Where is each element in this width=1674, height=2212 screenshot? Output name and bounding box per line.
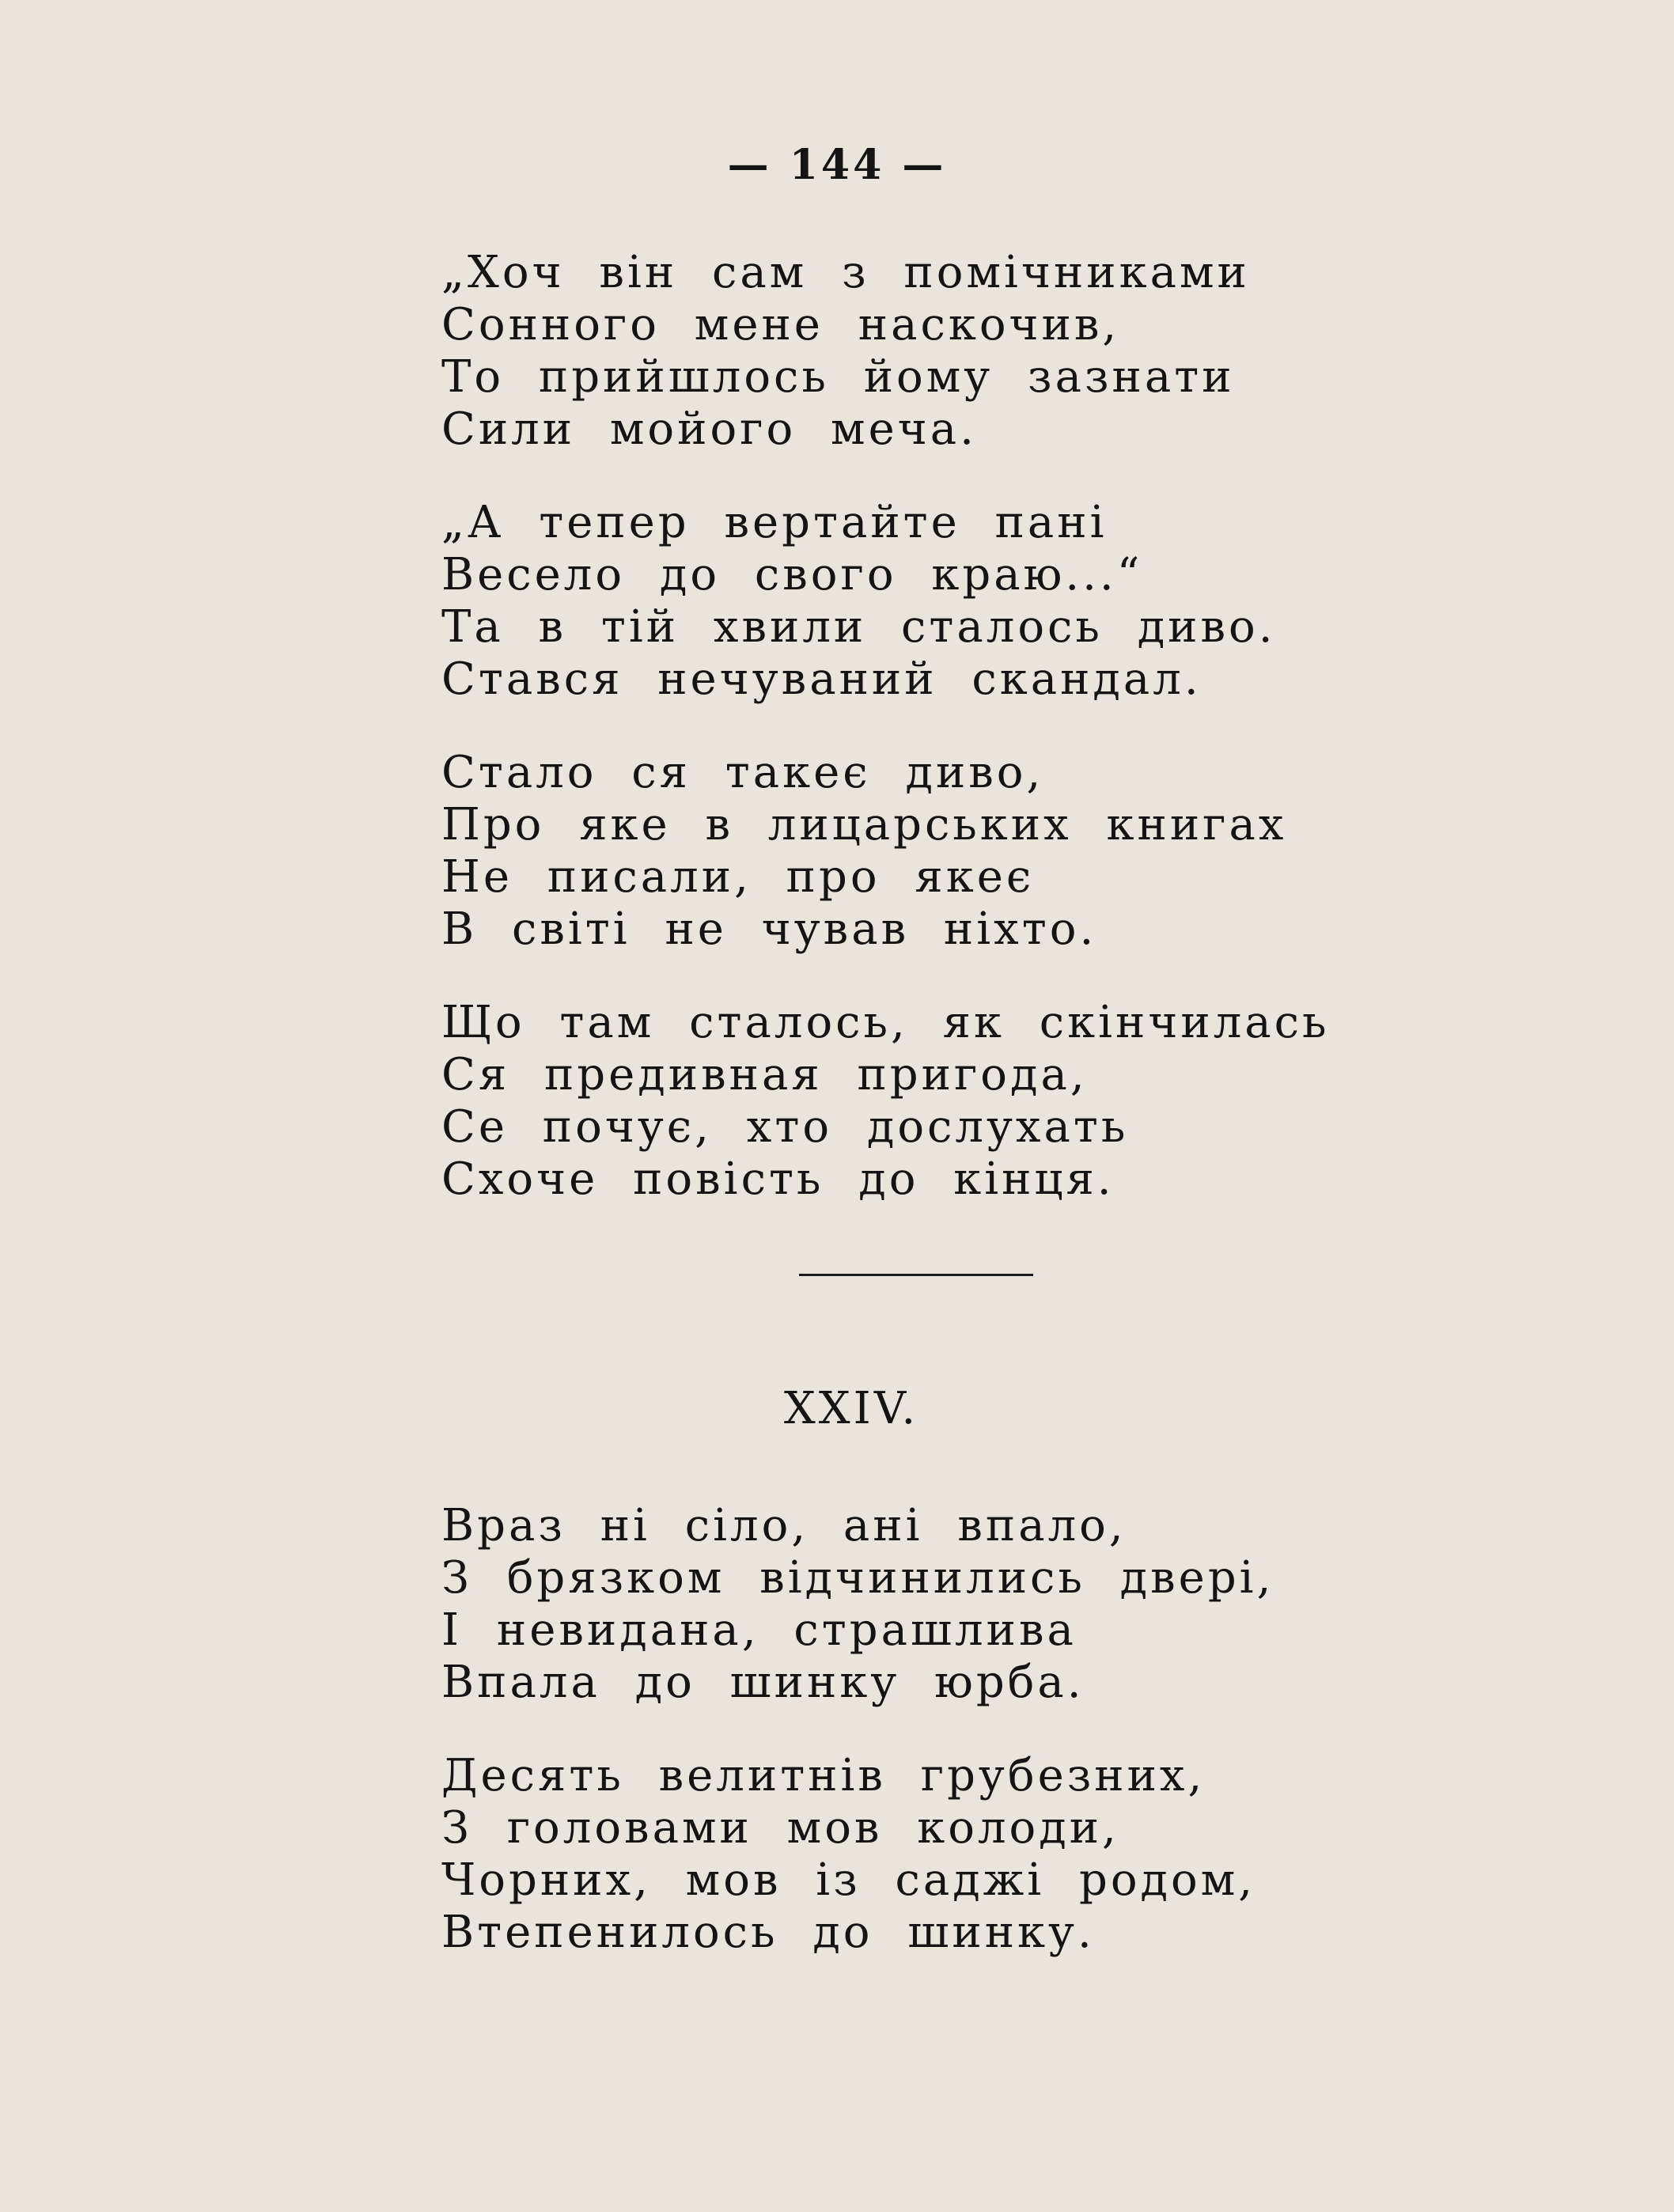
verse-line: То прийшлось йому зазнати — [441, 351, 1235, 403]
verse-line: Се почує, хто дослухать — [441, 1101, 1129, 1153]
verse-line: „А тепер вертайте пані — [441, 497, 1108, 548]
verse-line: Не писали, про якеє — [441, 851, 1035, 903]
verse-line: Весело до свого краю...“ — [441, 549, 1143, 600]
chapter-heading: XXIV. — [783, 1383, 919, 1434]
verse-line: Сили мойого меча. — [441, 403, 977, 455]
poem-text-before — [441, 247, 1359, 1206]
verse-line: І невидана, страшлива — [441, 1604, 1077, 1656]
verse-line: Втепенилось до шинку. — [441, 1907, 1095, 1958]
verse-line: „Хоч він сам з помічниками — [441, 247, 1250, 298]
stanza — [441, 747, 1359, 956]
verse-line: Що там сталось, як скінчилась — [441, 997, 1330, 1048]
verse-line: Враз ні сіло, ані впало, — [441, 1500, 1127, 1551]
verse-line: В світі не чував ніхто. — [441, 903, 1097, 955]
verse-line: Впала до шинку юрба. — [441, 1657, 1085, 1708]
verse-line: Сонного мене наскочив, — [441, 299, 1120, 350]
verse-line: З головами мов колоди, — [441, 1802, 1119, 1854]
poem-text-after — [441, 1500, 1359, 1959]
page-number: — 144 — — [727, 141, 947, 189]
stanza — [441, 1500, 1359, 1709]
stanza — [441, 997, 1359, 1206]
verse-line: Стався нечуваний скандал. — [441, 653, 1202, 705]
verse-line: Стало ся такеє диво, — [441, 747, 1044, 798]
verse-line: Про яке в лицарських книгах — [441, 799, 1287, 850]
section-separator-rule — [799, 1274, 1033, 1276]
stanza — [441, 1750, 1359, 1959]
verse-line: Схоче повість до кінця. — [441, 1153, 1115, 1205]
stanza — [441, 247, 1359, 456]
verse-line: З брязком відчинились двері, — [441, 1552, 1274, 1604]
stanza — [441, 497, 1359, 706]
verse-line: Десять велитнів грубезних, — [441, 1750, 1206, 1801]
verse-line: Ся предивная пригода, — [441, 1049, 1088, 1100]
verse-line: Чорних, мов із саджі родом, — [441, 1854, 1256, 1906]
verse-line: Та в тій хвили сталось диво. — [441, 601, 1276, 653]
